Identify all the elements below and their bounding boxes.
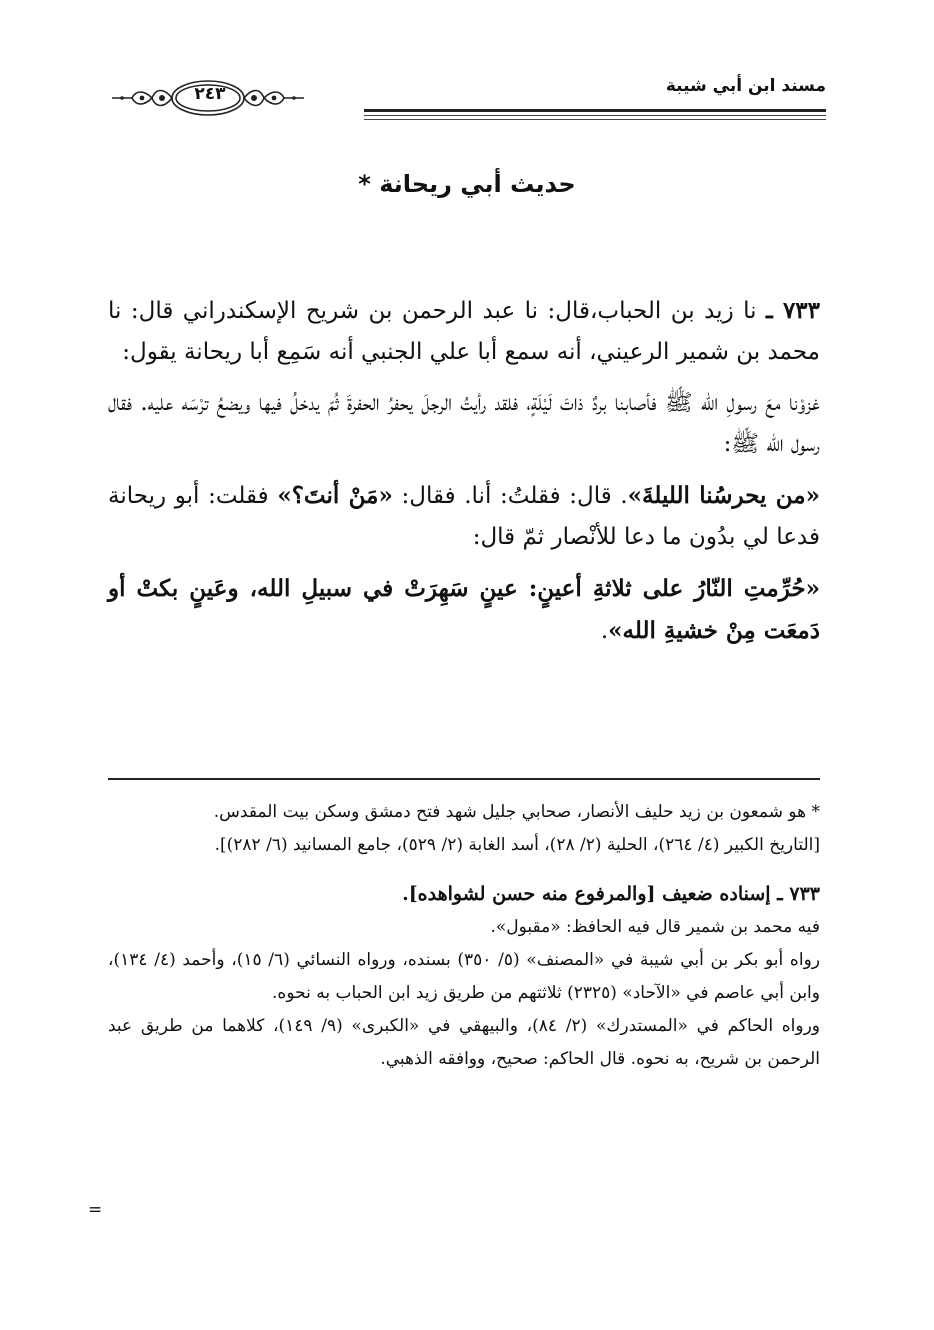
header-rule-thin-lower: [364, 119, 826, 120]
hadith-narration-paragraph: [108, 383, 820, 465]
footnote-733-line-1: فيه محمد بن شمير قال فيه الحافظ: «مقبول».: [490, 917, 820, 937]
prophetic-quote-1: «من يحرسُنا الليلةَ»: [627, 482, 820, 509]
header-rule-thin: [364, 115, 826, 116]
prophetic-quote-3: «حُرِّمتِ النّارُ على ثلاثةِ أعينٍ: عينٍ سَهِرَتْ في سبيلِ الله، وعَينٍ بكتْ أو دَمعَت مِنْ خشيةِ الله»: [108, 575, 820, 644]
hadith-number: ٧٣٣ ـ: [766, 297, 820, 324]
hadith-final-paragraph: [108, 568, 820, 652]
book-title: مسند ابن أبي شيبة: [665, 76, 826, 96]
prophetic-quote-2: «مَنْ أنتَ؟»: [277, 482, 393, 509]
chapter-title: حديث أبي ريحانة *: [358, 170, 576, 198]
hadith-narration: غزوْنا معَ رسولِ الله ﷺ فأصابنا بردٌ ذاتَ لَيْلَةٍ، فلقد رأيتُ الرجلَ يحفرُ الحفرةَ ثُمّ يدخلُ فيها ويضعُ ترْسَه عليه. فقال رسول الله ﷺ:: [108, 390, 820, 457]
header-rule-thick: [364, 109, 826, 112]
page-number: ٢٤٣: [194, 84, 226, 104]
footnotes: [108, 796, 820, 1092]
footnote-733: [108, 878, 820, 1076]
hadith-body: [108, 290, 820, 662]
page-header: [108, 62, 826, 132]
footnote-star-note: * هو شمعون بن زيد حليف الأنصار، صحابي جليل شهد فتح دمشق وسكن بيت المقدس.: [213, 802, 820, 822]
footnote-star-refs: [التاريخ الكبير (٤/ ٢٦٤)، الحلية (٢/ ٢٨)، أسد الغابة (٢/ ٥٢٩)، جامع المسانيد (٦/ ٢٨٢)].: [214, 835, 820, 855]
hadith-end: .: [600, 618, 609, 644]
footnote-divider: [108, 778, 820, 780]
footnote-733-heading: ٧٣٣ ـ إسناده ضعيف [والمرفوع منه حسن لشواهده].: [402, 883, 820, 905]
hadith-dialogue: . قال: فقلتُ: أنا. فقال:: [401, 483, 628, 509]
footnote-star: [108, 796, 820, 862]
hadith-isnad: نا زيد بن الحباب،قال: نا عبد الرحمن بن شريح الإسكندراني قال: نا محمد بن شمير الرعيني، أنه سمع أبا علي الجنبي أنه سَمِع أبا ريحانة يقول:: [108, 298, 820, 365]
footnote-733-line-3: ورواه الحاكم في «المستدرك» (٢/ ٨٤)، والبيهقي في «الكبرى» (٩/ ١٤٩)، كلاهما من طريق عبد الرحمن بن شريح، به نحوه. قال الحاكم: صحيح، ووافقه الذهبي.: [108, 1016, 820, 1069]
hadith-isnad-paragraph: [108, 290, 820, 373]
continuation-mark: =: [88, 1200, 103, 1220]
hadith-dialogue-2: فقلت: أبو ريحانة فدعا لي بدُون ما دعا للأنْصار ثمّ قال:: [108, 483, 820, 550]
hadith-dialogue-paragraph: [108, 475, 820, 558]
footnote-733-line-2: رواه أبو بكر بن أبي شيبة في «المصنف» (٥/ ٣٥٠) بسنده، ورواه النسائي (٦/ ١٥)، وأحمد (٤/ ١٣٤)، وابن أبي عاصم في «الآحاد» (٢٣٢٥) ثلاثتهم من طريق زيد ابن الحباب به نحوه.: [108, 950, 820, 1003]
